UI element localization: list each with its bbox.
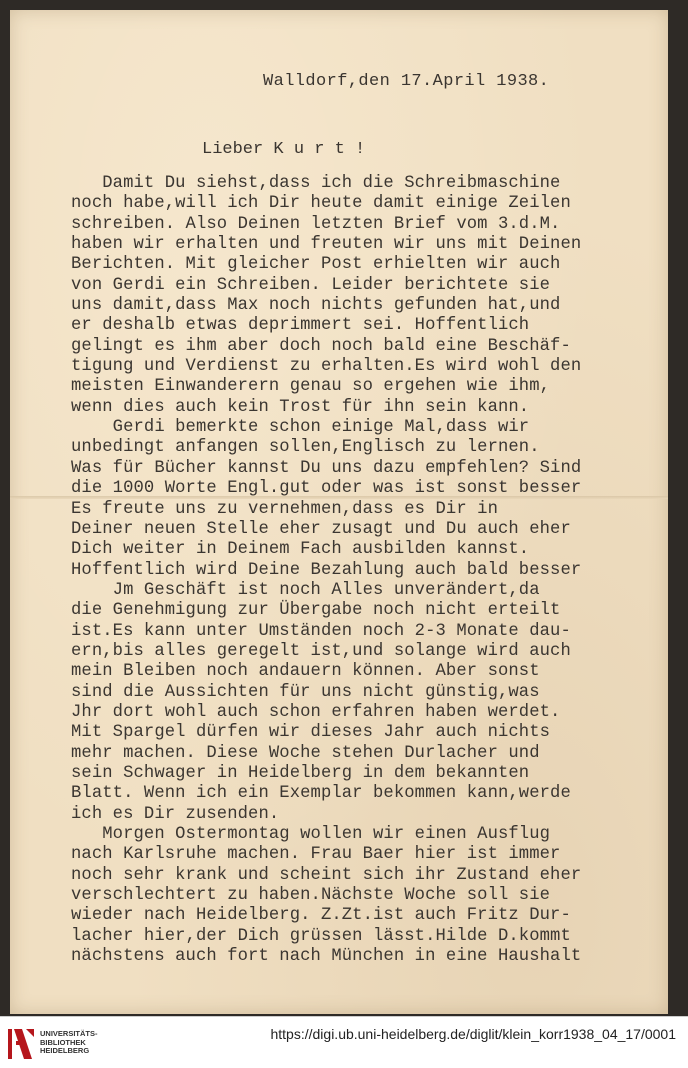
letter-line: von Gerdi ein Schreiben. Leider berichtete sie bbox=[71, 275, 551, 295]
letter-line: nächstens auch fort nach München in eine Haushalt bbox=[71, 947, 582, 967]
letter-line: ich es Dir zusenden. bbox=[71, 804, 280, 824]
institution-line: UNIVERSITÄTS- bbox=[40, 1029, 98, 1038]
letter-line: unbedingt anfangen sollen,Englisch zu lernen. bbox=[71, 438, 540, 458]
letter-page bbox=[10, 10, 668, 1014]
letter-line: Deiner neuen Stelle eher zusagt und Du auch eher bbox=[71, 519, 571, 539]
letter-line: lacher hier,der Dich grüssen lässt.Hilde D.kommt bbox=[71, 926, 571, 946]
letter-line: Gerdi bemerkte schon einige Mal,dass wir bbox=[71, 418, 530, 438]
letter-line: mein Bleiben noch andauern können. Aber sonst bbox=[71, 662, 540, 682]
letter-body bbox=[71, 174, 581, 967]
institution-name bbox=[40, 1030, 98, 1056]
university-logo-icon bbox=[6, 1027, 36, 1061]
letter-line: noch sehr krank und scheint sich ihr Zustand eher bbox=[71, 865, 582, 885]
letter-line: haben wir erhalten und freuten wir uns mit Deinen bbox=[71, 235, 582, 255]
letter-line: Mit Spargel dürfen wir dieses Jahr auch nichts bbox=[71, 723, 551, 743]
letter-line: Berichten. Mit gleicher Post erhielten wir auch bbox=[71, 255, 561, 275]
letter-line: die Genehmigung zur Übergabe noch nicht erteilt bbox=[71, 601, 561, 621]
letter-line: ern,bis alles geregelt ist,und solange wird auch bbox=[71, 641, 571, 661]
letter-line: wieder nach Heidelberg. Z.Zt.ist auch Fritz Dur- bbox=[71, 906, 571, 926]
letter-line: schreiben. Also Deinen letzten Brief vom 3.d.M. bbox=[71, 214, 561, 234]
letter-line: er deshalb etwas deprimmert sei. Hoffentlich bbox=[71, 316, 530, 336]
letter-line: Damit Du siehst,dass ich die Schreibmaschine bbox=[71, 174, 561, 193]
letter-line: Hoffentlich wird Deine Bezahlung auch bald besser bbox=[71, 560, 582, 580]
viewer-footer bbox=[0, 1016, 688, 1068]
letter-date-line: Walldorf,den 17.April 1938. bbox=[263, 72, 550, 91]
letter-line: Es freute uns zu vernehmen,dass es Dir in bbox=[71, 499, 498, 519]
letter-line: verschlechtert zu haben.Nächste Woche soll sie bbox=[71, 886, 551, 906]
letter-salutation: Lieber K u r t ! bbox=[202, 140, 366, 159]
letter-line: ist.Es kann unter Umständen noch 2-3 Monate dau- bbox=[71, 621, 571, 641]
letter-line: die 1000 Worte Engl.gut oder was ist sonst besser bbox=[71, 479, 582, 499]
letter-line: Dich weiter in Deinem Fach ausbilden kannst. bbox=[71, 540, 530, 560]
letter-line: meisten Einwanderern genau so ergehen wie ihm, bbox=[71, 377, 551, 397]
letter-line: mehr machen. Diese Woche stehen Durlacher und bbox=[71, 743, 540, 763]
letter-line: Jhr dort wohl auch schon erfahren haben werdet. bbox=[71, 702, 561, 722]
letter-line: Morgen Ostermontag wollen wir einen Ausflug bbox=[71, 825, 551, 844]
letter-line: gelingt es ihm aber doch noch bald eine Beschäf- bbox=[71, 336, 571, 356]
letter-line: Was für Bücher kannst Du uns dazu empfehlen? Sind bbox=[71, 458, 582, 478]
institution-line: BIBLIOTHEK bbox=[40, 1037, 86, 1047]
letter-line: uns damit,dass Max noch nichts gefunden hat,und bbox=[71, 296, 561, 316]
institution-line: HEIDELBERG bbox=[40, 1046, 90, 1055]
letter-line: noch habe,will ich Dir heute damit einige Zeilen bbox=[71, 194, 571, 214]
document-url-link[interactable]: https://digi.ub.uni-heidelberg.de/diglit/klein_korr1938_04_17/0001 bbox=[270, 1026, 676, 1042]
letter-line: sind die Aussichten für uns nicht günstig,was bbox=[71, 682, 540, 702]
letter-line: Blatt. Wenn ich ein Exemplar bekommen kann,werde bbox=[71, 784, 571, 804]
letter-line: tigung und Verdienst zu erhalten.Es wird wohl den bbox=[71, 357, 582, 377]
letter-line: nach Karlsruhe machen. Frau Baer hier ist immer bbox=[71, 845, 561, 865]
letter-line: wenn dies auch kein Trost für ihn sein kann. bbox=[71, 397, 530, 417]
letter-line: Jm Geschäft ist noch Alles unverändert,da bbox=[71, 580, 540, 600]
letter-line: sein Schwager in Heidelberg in dem bekannten bbox=[71, 763, 530, 783]
